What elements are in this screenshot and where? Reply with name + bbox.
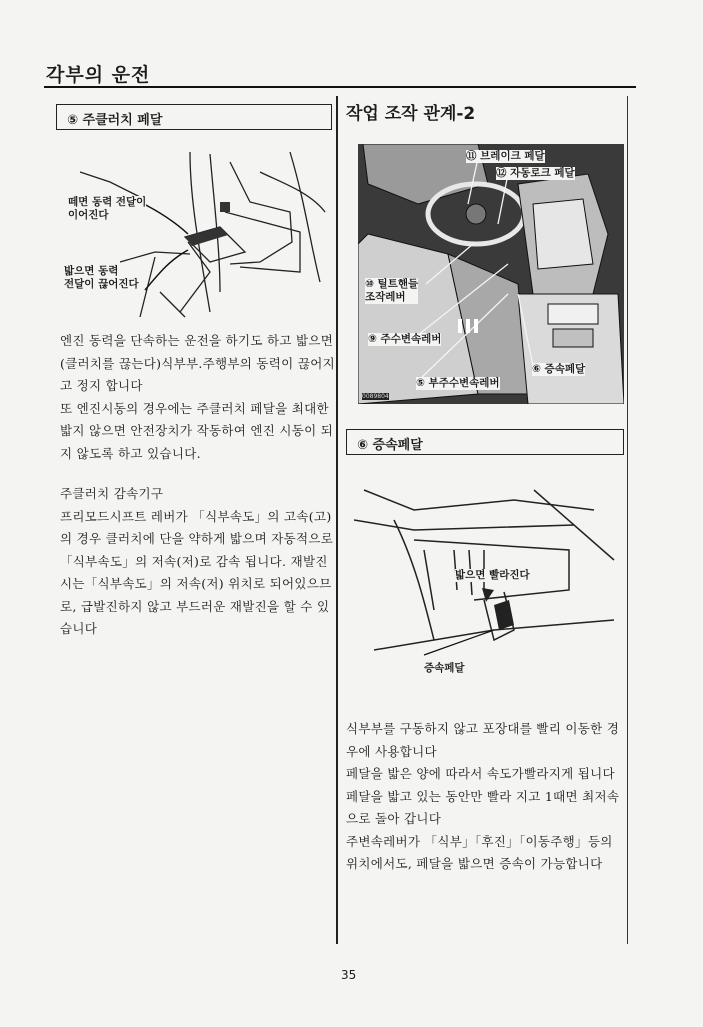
left-subsection: [60, 483, 336, 641]
paragraph: 주변속레버가 「식부」「후진」「이동주행」등의 위치에서도, 페달을 밟으면 증속이 가능합니다: [346, 833, 613, 871]
release-label-line2: 이어진다: [68, 209, 109, 221]
clutch-pedal-figure: [60, 142, 332, 320]
subsection-heading: 주클러치 감속기구: [60, 486, 164, 501]
tilt-label-line2: 조작레버: [365, 291, 406, 303]
tilt-handle-lever-label: [365, 278, 418, 304]
press-label-line2: 전달이 끊어진다: [64, 278, 139, 290]
section-title: 작업 조작 관계-2: [346, 104, 476, 124]
press-speedup-label: 밟으면 빨라진다: [455, 569, 530, 581]
speedup-pedal-label: ⑥ 증속페달: [532, 363, 586, 375]
page-header-title: 각부의 운전: [46, 64, 151, 86]
main-shift-lever-label: ⑨ 주수변속레버: [368, 333, 442, 345]
press-label: [64, 265, 139, 291]
clutch-pedal-drawing: [60, 142, 332, 320]
sub-shift-lever-label: ⑤ 부주수변속레버: [416, 377, 500, 389]
press-label-line1: 밟으면 동력: [64, 265, 119, 277]
paragraph: 프리모드시프트 레버가 「식부속도」의 고속(고)의 경우 클러치에 단을 약하게 밟으며 자동적으로「식부속도」의 저속(저)로 감속 됩니다. 재발진시는「식부속도」의 저속(저) 위치로 되어있으므로, 급발진하지 않고 부드러운 재발진을 할 수 있습니다: [60, 508, 334, 636]
column-divider: [336, 96, 338, 944]
tilt-label-line1: ⑩ 틸트핸들: [365, 278, 419, 290]
speedup-pedal-figure: [354, 480, 624, 685]
release-label: [68, 196, 146, 222]
speedup-pedal-caption: 증속페달: [424, 662, 465, 674]
speedup-pedal-drawing: [354, 480, 624, 685]
paragraph: 또 엔진시동의 경우에는 주클러치 페달을 최대한 밟지 않으면 안전장치가 작동하여 엔진 시동이 되지 않도록 하고 있습니다.: [60, 400, 334, 461]
photo-code: 0089804: [362, 393, 389, 400]
right-margin-rule: [627, 96, 628, 944]
left-section-heading: ⑤ 주클러치 페달: [67, 113, 163, 128]
paragraph: 식부부를 구동하지 않고 포장대를 빨리 이동한 경우에 사용합니다: [346, 721, 620, 759]
right-section-heading: ⑥ 증속페달: [357, 438, 423, 453]
release-label-line1: 떼면 동력 전달이: [68, 196, 147, 208]
page-number: 35: [341, 968, 357, 982]
right-body-text: [346, 718, 624, 876]
left-section-heading-box: [56, 104, 332, 130]
header-divider: [44, 86, 636, 88]
right-section-heading-box: [346, 429, 624, 455]
paragraph: 페달을 밟고 있는 동안만 빨라 지고 1때면 최저속으로 돌아 갑니다: [346, 788, 620, 826]
left-body-text: [60, 330, 336, 465]
brake-pedal-label: ⑪ 브레이크 페달: [466, 150, 545, 162]
paragraph: 엔진 동력을 단속하는 운전을 하기도 하고 밟으면 (클러치를 끊는다)식부부.주행부의 동력이 끊어지고 정지 합니다: [60, 333, 335, 393]
parking-lock-pedal-label: ⑫ 자동로크 페달: [496, 167, 575, 179]
paragraph: 페달을 밟은 양에 따라서 속도가빨라지게 됩니다: [346, 766, 615, 781]
